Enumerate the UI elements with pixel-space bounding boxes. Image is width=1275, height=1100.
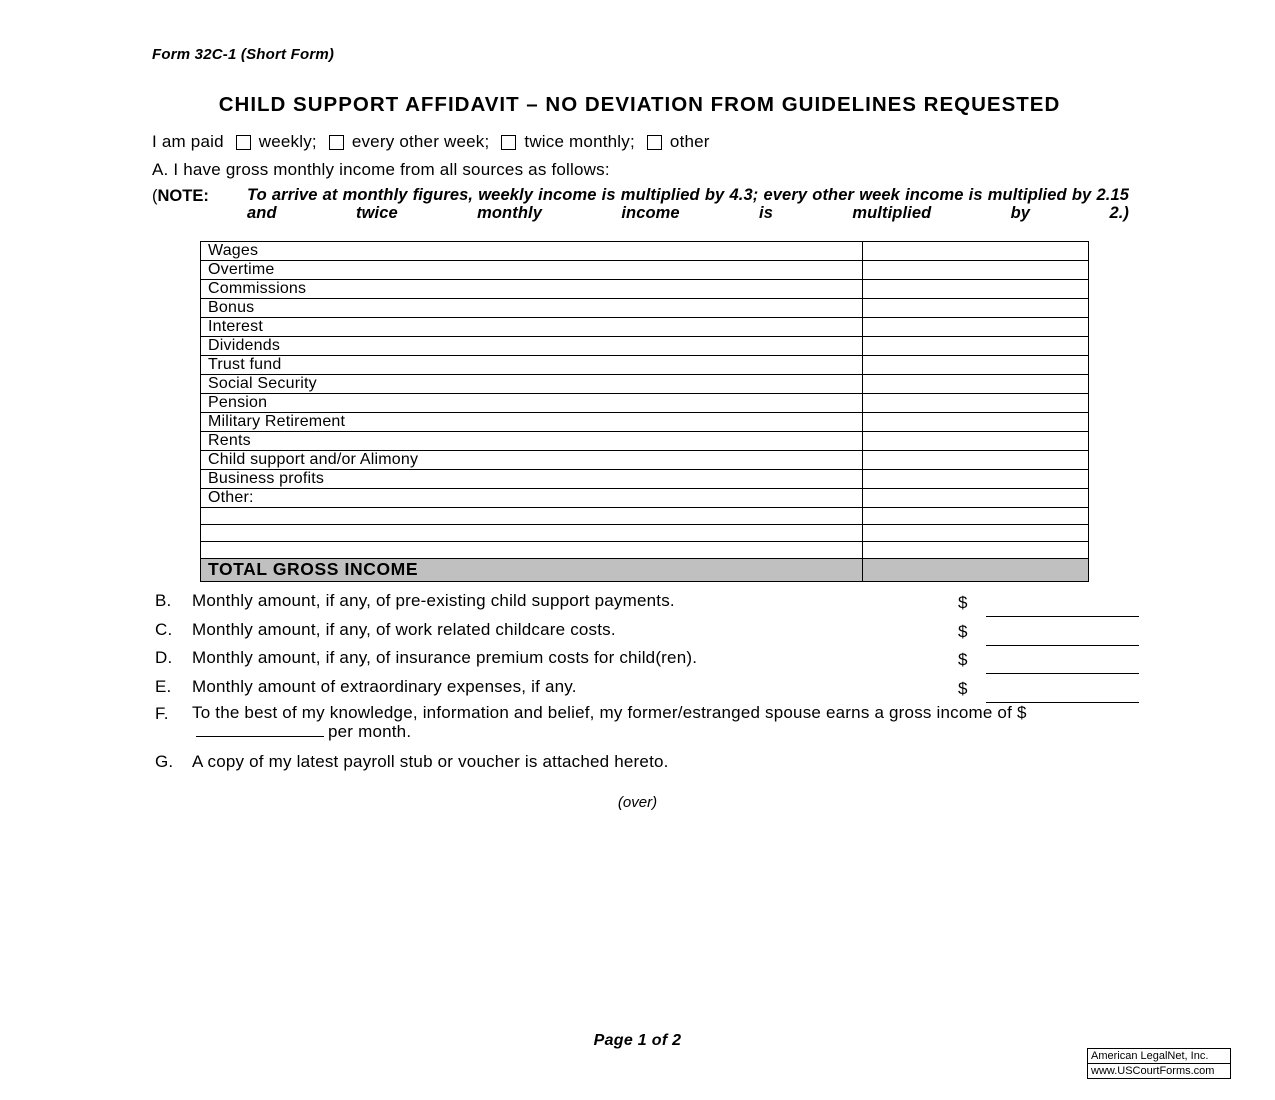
income-value-cell[interactable]	[863, 508, 1089, 525]
income-value-cell[interactable]	[863, 413, 1089, 432]
item-c-amount-line[interactable]	[986, 645, 1139, 646]
form-number: Form 32C-1 (Short Form)	[152, 46, 335, 63]
item-d-letter: D.	[155, 648, 173, 667]
form-title: CHILD SUPPORT AFFIDAVIT – NO DEVIATION FROM GUIDELINES REQUESTED	[218, 93, 1061, 116]
income-value-cell[interactable]	[863, 451, 1089, 470]
checkbox-other[interactable]	[647, 135, 662, 150]
income-row-child-support-alimony	[201, 451, 1089, 470]
income-label: Military Retirement	[201, 413, 863, 432]
income-row-blank-1	[201, 508, 1089, 525]
paid-line	[152, 132, 710, 152]
total-gross-income-row	[201, 559, 1089, 582]
item-b-text: Monthly amount, if any, of pre-existing child support payments.	[192, 591, 675, 610]
paid-line-prefix: I am paid	[152, 132, 224, 151]
income-value-cell[interactable]	[863, 261, 1089, 280]
income-row-rents	[201, 432, 1089, 451]
income-row-other	[201, 489, 1089, 508]
income-value-cell[interactable]	[863, 299, 1089, 318]
income-value-cell[interactable]	[863, 489, 1089, 508]
item-g-letter: G.	[155, 752, 174, 771]
checkbox-every-other-week[interactable]	[329, 135, 344, 150]
income-label: Overtime	[201, 261, 863, 280]
income-row-interest	[201, 318, 1089, 337]
page-number: Page 1 of 2	[593, 1032, 682, 1049]
income-label: Dividends	[201, 337, 863, 356]
item-d	[0, 648, 1275, 678]
item-e-letter: E.	[155, 677, 172, 696]
income-table	[200, 241, 1089, 582]
dollar-sign: $	[958, 679, 968, 698]
item-f-text-after: per month.	[328, 721, 412, 741]
vendor-box	[1087, 1048, 1231, 1079]
income-row-blank-3	[201, 542, 1089, 559]
income-label: Commissions	[201, 280, 863, 299]
income-row-commissions	[201, 280, 1089, 299]
checkbox-weekly[interactable]	[236, 135, 251, 150]
item-c-text: Monthly amount, if any, of work related childcare costs.	[192, 620, 616, 639]
income-value-cell[interactable]	[863, 375, 1089, 394]
over-note: (over)	[617, 794, 658, 811]
income-label-blank[interactable]	[201, 542, 863, 559]
income-label: Wages	[201, 242, 863, 261]
income-label: Social Security	[201, 375, 863, 394]
item-f-text-before: To the best of my knowledge, information and belief, my former/estranged spouse earns a gross income of $	[192, 703, 1027, 722]
spouse-income-line[interactable]	[196, 724, 324, 737]
total-gross-income-label: TOTAL GROSS INCOME	[201, 559, 863, 582]
income-value-cell[interactable]	[863, 337, 1089, 356]
item-d-amount-line[interactable]	[986, 673, 1139, 674]
income-label: Rents	[201, 432, 863, 451]
item-c-letter: C.	[155, 620, 173, 639]
note-label	[152, 187, 247, 222]
income-row-blank-2	[201, 525, 1089, 542]
note-keyword: NOTE:	[157, 187, 209, 205]
income-label: Child support and/or Alimony	[201, 451, 863, 470]
income-label-blank[interactable]	[201, 508, 863, 525]
item-f-text	[192, 704, 1100, 741]
note-block	[152, 187, 1129, 222]
income-row-military-retirement	[201, 413, 1089, 432]
income-row-trust-fund	[201, 356, 1089, 375]
income-value-cell[interactable]	[863, 470, 1089, 489]
income-label: Interest	[201, 318, 863, 337]
income-row-social-security	[201, 375, 1089, 394]
income-value-cell[interactable]	[863, 525, 1089, 542]
dollar-sign: $	[958, 593, 968, 612]
item-e-text: Monthly amount of extraordinary expenses, if any.	[192, 677, 577, 696]
income-label-blank[interactable]	[201, 525, 863, 542]
vendor-url: www.USCourtForms.com	[1091, 1065, 1215, 1077]
income-label: Business profits	[201, 470, 863, 489]
item-c	[0, 620, 1275, 650]
paid-option-twice-monthly: twice monthly;	[524, 132, 635, 151]
item-b-amount-line[interactable]	[986, 616, 1139, 617]
income-label: Bonus	[201, 299, 863, 318]
dollar-sign: $	[958, 622, 968, 641]
income-value-cell[interactable]	[863, 542, 1089, 559]
paid-option-every-other-week: every other week;	[351, 132, 490, 151]
income-value-cell[interactable]	[863, 432, 1089, 451]
income-row-wages	[201, 242, 1089, 261]
section-a-heading: A. I have gross monthly income from all sources as follows:	[152, 160, 610, 179]
income-row-overtime	[201, 261, 1089, 280]
income-row-business-profits	[201, 470, 1089, 489]
item-d-text: Monthly amount, if any, of insurance premium costs for child(ren).	[192, 648, 698, 667]
income-row-pension	[201, 394, 1089, 413]
vendor-name: American LegalNet, Inc.	[1088, 1049, 1230, 1064]
income-label: Pension	[201, 394, 863, 413]
item-b	[0, 591, 1275, 621]
income-value-cell[interactable]	[863, 318, 1089, 337]
income-value-cell[interactable]	[863, 280, 1089, 299]
income-row-bonus	[201, 299, 1089, 318]
total-gross-income-value-cell[interactable]	[863, 559, 1089, 582]
income-label: Other:	[201, 489, 863, 508]
income-label: Trust fund	[201, 356, 863, 375]
income-value-cell[interactable]	[863, 242, 1089, 261]
dollar-sign: $	[958, 650, 968, 669]
checkbox-twice-monthly[interactable]	[501, 135, 516, 150]
income-row-dividends	[201, 337, 1089, 356]
note-paren: (	[152, 187, 158, 205]
item-b-letter: B.	[155, 591, 172, 610]
item-f-letter: F.	[155, 704, 169, 723]
income-value-cell[interactable]	[863, 356, 1089, 375]
income-value-cell[interactable]	[863, 394, 1089, 413]
note-body: To arrive at monthly figures, weekly income is multiplied by 4.3; every other week income is multiplied by 2.15 and twice monthly income is multiplied by 2.)	[247, 186, 1129, 222]
paid-option-weekly: weekly;	[258, 132, 317, 151]
paid-option-other: other	[669, 132, 710, 151]
item-g-text: A copy of my latest payroll stub or voucher is attached hereto.	[192, 752, 669, 771]
